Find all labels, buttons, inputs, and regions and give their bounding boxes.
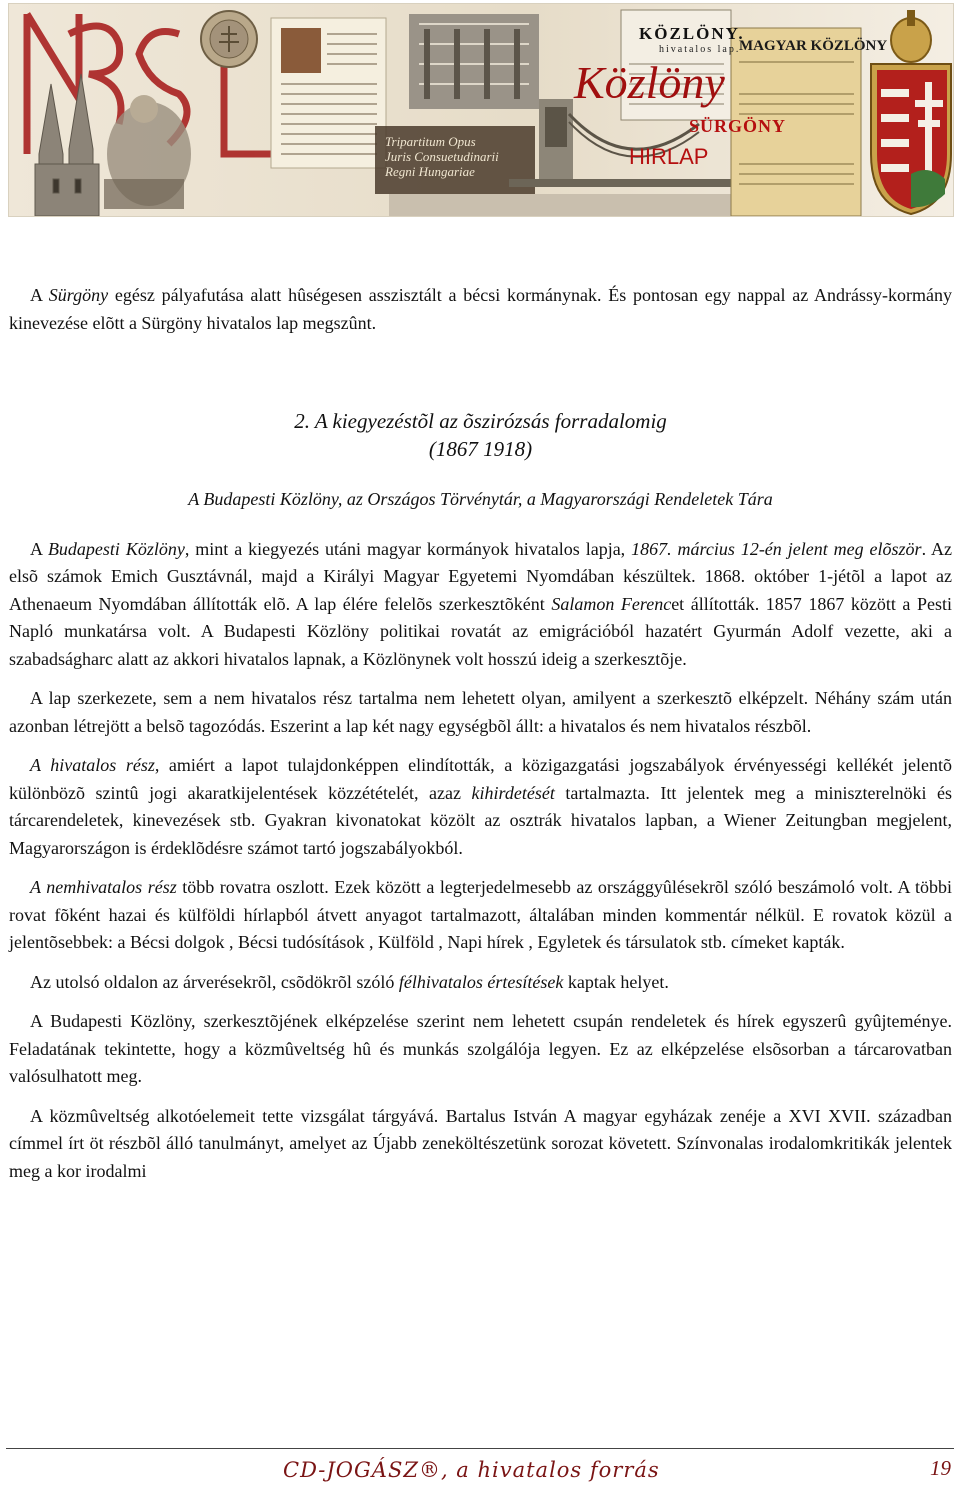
footer-divider (6, 1448, 954, 1449)
paragraph-4: A hivatalos rész, amiért a lapot tulajdonképpen elindították, a közigazgatási jogszabályok érvényességi kellékét jelentõ különbözõ szintû jogi akaratkijelentések közzétételét, azaz kihirdetését tartalmazta. Itt jelentek meg a miniszterelnöki és tárcarendeletek, kinevezések stb. Gyakran kivonatokat közölt az osztrák hivatalos lapban, a Wiener Zeitungban megjelent, Magyarországon is érdeklõdésre számot tartó jogszabályokból. (9, 755, 952, 858)
paragraph-2: A Budapesti Közlöny, mint a kiegyezés utáni magyar kormányok hivatalos lapja, 1867. március 12-én jelent meg elõször. Az elsõ számok Emich Gusztávnál, majd a Királyi Magyar Egyetemi Nyomdában készültek. 1868. október 1-jétõl a lapot az Athenaeum Nyomdában állították elõ. A lap élére felelõs szerkesztõként Salamon Ferencet állították. 1857 1867 között a Pesti Napló munkatársa volt. A Budapesti Közlöny politikai rovatát az emigrációból hazatért Gyurmán Adolf vezette, aki a szabadságharc alatt az akkori hivatalos lapnak, a Közlönynek volt hosszú ideig a szerkesztõje. (9, 538, 953, 669)
paragraph-3: A lap szerkezete, sem a nem hivatalos rész tartalma nem lehetett olyan, amilyent a szerkesztõ elképzelt. Néhány szám után azonban létrejött a belsõ tagozódás. Eszerint a lap két nagy egységbõl állt: a hivatalos és nem hivatalos részbõl. (9, 688, 952, 736)
parliament-hall-icon (409, 14, 539, 109)
banner-tripartitum (385, 134, 499, 179)
paragraph-6: Az utolsó oldalon az árverésekrõl, csõdökrõl szóló félhivatalos értesítések kaptak helyet. (30, 971, 669, 992)
paragraph-5: A nemhivatalos rész több rovatra oszlott. Ezek között a legterjedelmesebb az országgyûlésekrõl szóló beszámoló volt. A többi rovat fõként hazai és külföldi hírlapból átvett anyagot tartalmazott, általában minden kommentár nélkül. E rovatok közül a jelentõsebbek: a Bécsi dolgok , Bécsi tudósítások , Külföld , Napi hírek , Egyletek és társulatok stb. címeket kapták. (9, 877, 952, 952)
newspaper-subtitle: hivatalos lap. (659, 44, 741, 55)
banner-artwork (9, 4, 953, 216)
paragraph-1: A Sürgöny egész pályafutása alatt hûségesen asszisztált a bécsi kormánynak. És pontosan egy nappal az Andrássy-kormány kinevezése elõtt a Sürgöny hivatalos lap megszûnt. (9, 285, 953, 333)
section-subtitle: A Budapesti Közlöny, az Országos Törvénytár, a Magyarországi Rendeletek Tára (188, 489, 773, 509)
section-heading-dates: (1867 1918) (428, 437, 533, 461)
section-heading-title: 2. A kiegyezéstõl az õszirózsás forradalomig (294, 409, 667, 433)
banner-hirlap: HIRLAP (629, 144, 709, 169)
tripartitum-line-2: Juris Consuetudinarii (385, 149, 499, 164)
page-number: 19 (930, 1456, 951, 1480)
newspaper-masthead-kozlony: KÖZLÖNY. (639, 24, 745, 43)
newspaper-masthead-magyar-kozlony: MAGYAR KÖZLÖNY (739, 38, 888, 54)
tripartitum-line-1: Tripartitum Opus (385, 134, 476, 149)
paragraph-7: A Budapesti Közlöny, szerkesztõjének elképzelése szerint nem lehetett csupán rendeletek és hírek egyszerû gyûjteménye. Feladatának tekintette, hogy a közmûveltség hû és munkás szolgálója legyen. Ez az elképzelése elsõsorban a tárcarovatban valósulhatott meg. (9, 1011, 952, 1086)
section-heading (9, 407, 952, 463)
footer-publication: CD-JOGÁSZ®, a hivatalos forrás (283, 1458, 660, 1482)
tripartitum-line-3: Regni Hungariae (385, 164, 475, 179)
document-body (9, 282, 952, 1185)
seal-icon (201, 11, 257, 67)
header-banner (8, 3, 954, 217)
manuscript-icon (271, 18, 386, 168)
banner-surgony: SÜRGÖNY (689, 116, 787, 136)
banner-title: Közlöny (574, 57, 725, 108)
paragraph-8: A közmûveltség alkotóelemeit tette vizsgálat tárgyává. Bartalus István A magyar egyházak zenéje a XVI XVII. században címmel írt öt részbõl álló tanulmányt, amelyet az Újabb zeneköltészetünk sorozat követett. Színvonalas irodalomkritikák jelentek meg a kor irodalmi (9, 1105, 952, 1181)
